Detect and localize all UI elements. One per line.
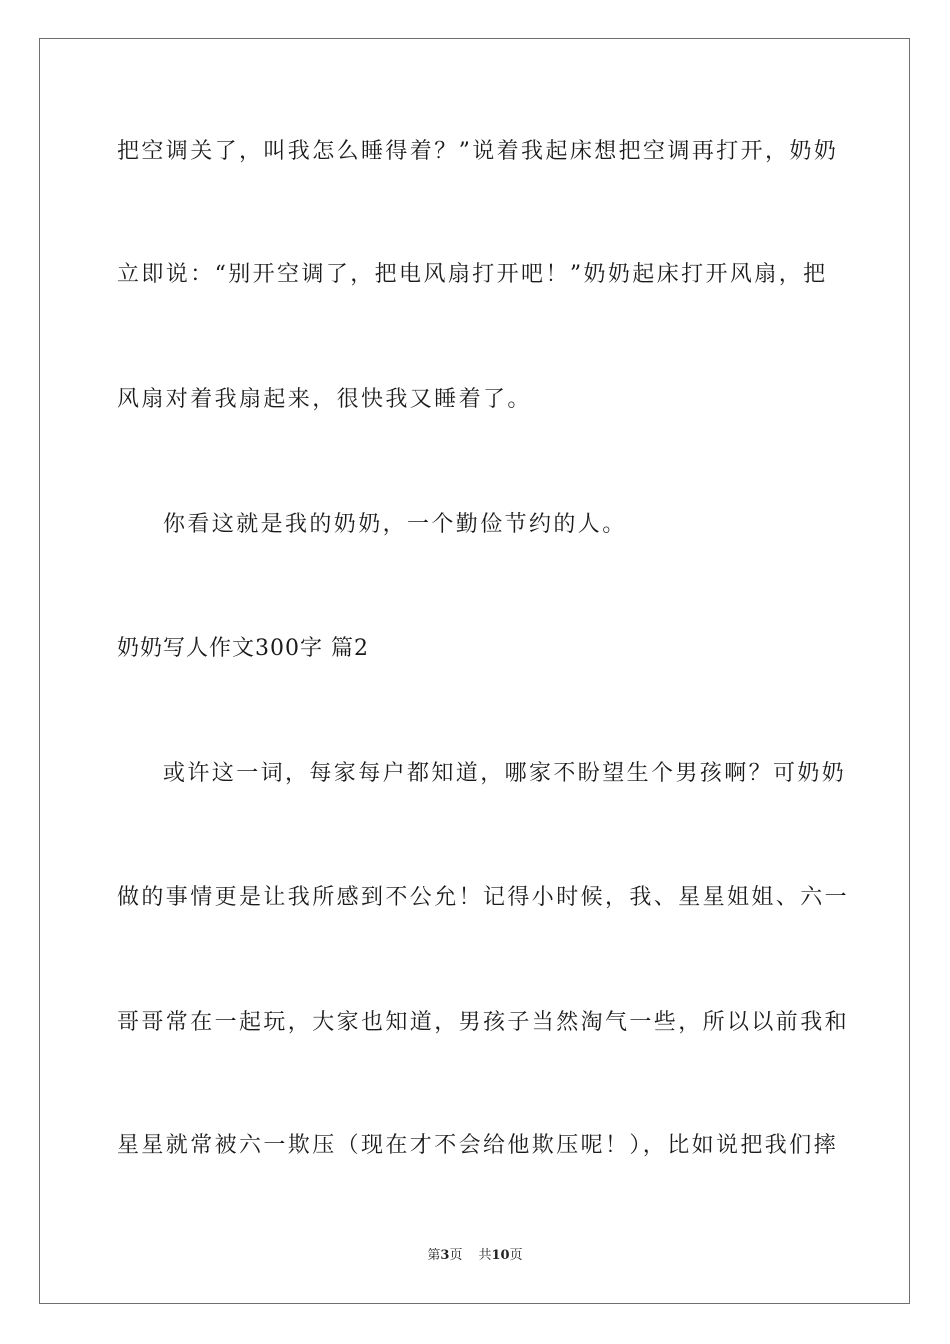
footer-total-pages: 10 bbox=[491, 1248, 510, 1263]
body-text-line: 把空调关了，叫我怎么睡得着？”说着我起床想把空调再打开，奶奶 bbox=[117, 139, 839, 164]
footer-page-number: 3 bbox=[440, 1248, 450, 1263]
body-text-line: 风扇对着我扇起来，很快我又睡着了。 bbox=[117, 387, 532, 412]
page-footer bbox=[0, 1247, 950, 1265]
section-heading: 奶奶写人作文300字 篇2 bbox=[117, 636, 369, 661]
body-text-line: 星星就常被六一欺压（现在才不会给他欺压呢！），比如说把我们摔 bbox=[117, 1133, 839, 1158]
body-text-line: 立即说：“别开空调了，把电风扇打开吧！”奶奶起床打开风扇，把 bbox=[117, 262, 828, 287]
page-border bbox=[39, 38, 910, 1304]
footer-total-suffix: 页 bbox=[509, 1248, 523, 1263]
footer-total-prefix: 共 bbox=[478, 1248, 492, 1263]
body-text-line: 做的事情更是让我所感到不公允！记得小时候，我、星星姐姐、六一 bbox=[117, 885, 850, 910]
footer-page-prefix: 第 bbox=[427, 1248, 441, 1263]
body-text-line: 你看这就是我的奶奶，一个勤俭节约的人。 bbox=[163, 512, 627, 537]
body-text-line: 哥哥常在一起玩，大家也知道，男孩子当然淘气一些，所以以前我和 bbox=[117, 1010, 850, 1035]
body-text-line: 或许这一词，每家每户都知道，哪家不盼望生个男孩啊？可奶奶 bbox=[163, 761, 847, 786]
footer-page-suffix: 页 bbox=[449, 1248, 463, 1263]
